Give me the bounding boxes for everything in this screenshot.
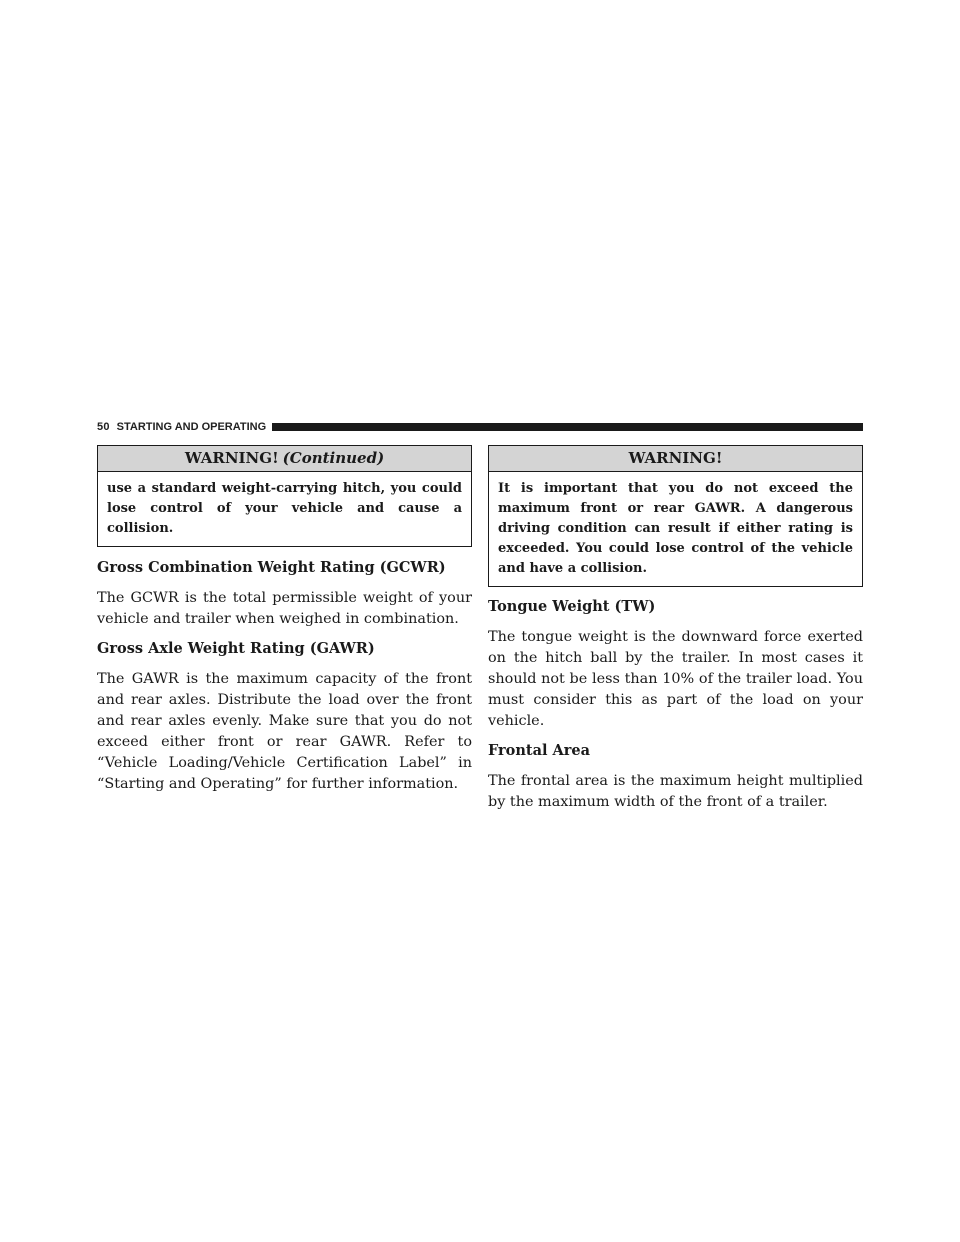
- page-number: 50: [97, 421, 110, 433]
- gcwr-paragraph: The GCWR is the total permissible weight of your vehicle and trailer when weighed in combination.: [97, 590, 472, 627]
- left-column: [97, 445, 472, 795]
- gawr-heading: Gross Axle Weight Rating (GAWR): [97, 640, 375, 657]
- warning-header: [98, 446, 471, 472]
- section-title: STARTING AND OPERATING: [116, 421, 267, 433]
- tongue-weight-heading: Tongue Weight (TW): [488, 598, 656, 615]
- tongue-weight-paragraph: The tongue weight is the downward force exerted on the hitch ball by the trailer. In most cases it should not be less than 10% of the trailer load. You must consider this as part of the load on your vehicle.: [488, 629, 863, 729]
- gawr-paragraph: The GAWR is the maximum capacity of the front and rear axles. Distribute the load over the front and rear axles evenly. Make sure that you do not exceed either front or rear GAWR. Refer to “Vehicle Loading/Vehicle Certification Label” in “Starting and Operating” for further information.: [97, 671, 472, 792]
- page-header: [97, 419, 863, 435]
- warning-box-continued: [97, 445, 472, 547]
- frontal-area-paragraph: The frontal area is the maximum height multiplied by the maximum width of the front of a trailer.: [488, 773, 863, 810]
- gcwr-heading: Gross Combination Weight Rating (GCWR): [97, 559, 446, 576]
- warning-title: WARNING!: [628, 449, 723, 467]
- warning-body: It is important that you do not exceed the maximum front or rear GAWR. A dangerous driving condition can result if either rating is exceeded. You could lose control of the vehicle and have a collision.: [498, 481, 853, 576]
- warning-header: [489, 446, 862, 472]
- warning-continued-label: (Continued): [282, 449, 385, 467]
- header-rule: [272, 423, 863, 431]
- right-column: [488, 445, 863, 813]
- warning-title: WARNING!: [184, 449, 279, 467]
- warning-box: [488, 445, 863, 587]
- frontal-area-heading: Frontal Area: [488, 742, 591, 759]
- warning-body: use a standard weight-carrying hitch, you could lose control of your vehicle and cause a collision.: [107, 481, 462, 536]
